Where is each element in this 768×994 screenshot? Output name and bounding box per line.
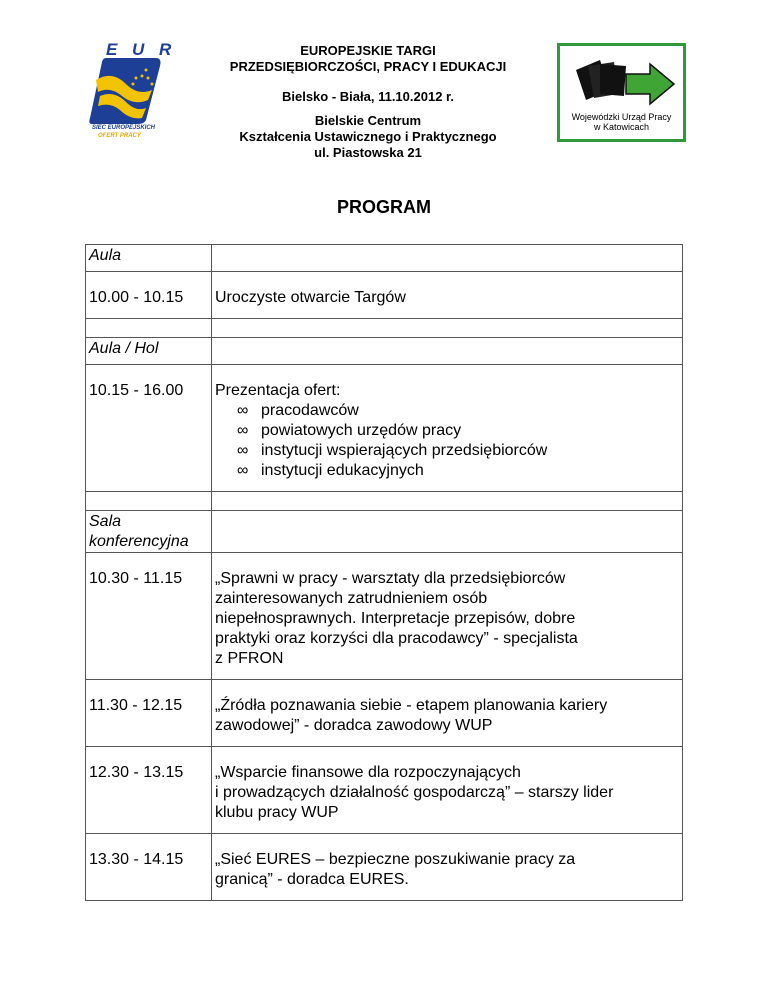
list-item: ∞ pracodawców (237, 402, 359, 419)
section-label: Sala konferencyjna (86, 511, 212, 553)
section-header-row (86, 245, 683, 272)
time-cell: 10.30 - 11.15 (86, 553, 212, 680)
venue-line-1: Bielskie Centrum (314, 113, 422, 128)
table-row (86, 834, 683, 901)
venue-line-3: ul. Piastowska 21 (314, 145, 422, 160)
infinity-bullet-icon: ∞ (237, 422, 249, 439)
section-header-row (86, 338, 683, 365)
event-title-line-1: EUROPEJSKIE TARGI (300, 43, 436, 58)
eures-tagline-2: OFERT PRACY (98, 133, 141, 139)
table-row (86, 272, 683, 319)
event-cell: „Wsparcie finansowe dla rozpoczynających i prowadzących działalność gospodarczą” – starszy lider klubu pracy WUP (212, 747, 683, 834)
event-title: Prezentacja ofert: (215, 382, 341, 399)
time-cell: 10.15 - 16.00 (86, 365, 212, 492)
empty-cell (212, 245, 683, 272)
spacer-row (86, 319, 683, 338)
infinity-bullet-icon: ∞ (237, 462, 249, 479)
infinity-bullet-icon: ∞ (237, 402, 249, 419)
wup-name-line-1: Wojewódzki Urząd Pracy (571, 112, 672, 122)
event-title (190, 43, 546, 75)
event-cell: „Źródła poznawania siebie - etapem planowania kariery zawodowej” - doradca zawodowy WUP (212, 680, 683, 747)
list-item: ∞ powiatowych urzędów pracy (237, 422, 462, 439)
section-header-row (86, 511, 683, 553)
empty-cell (212, 338, 683, 365)
event-date: Bielsko - Biała, 11.10.2012 r. (281, 89, 454, 104)
eures-logo (86, 40, 178, 144)
spacer-row (86, 492, 683, 511)
wup-logo (557, 43, 686, 142)
event-cell: Uroczyste otwarcie Targów (212, 272, 683, 319)
table-row (86, 365, 683, 492)
event-title-line-2: PRZEDSIĘBIORCZOŚCI, PRACY I EDUKACJI (229, 59, 507, 74)
time-cell: 12.30 - 13.15 (86, 747, 212, 834)
program-table (85, 244, 683, 901)
list-item: ∞ instytucji edukacyjnych (237, 462, 424, 479)
empty-cell (212, 511, 683, 553)
wup-arrow-icon (570, 52, 678, 110)
list-item: ∞ instytucji wspierających przedsiębiorców (237, 442, 548, 459)
event-venue (190, 113, 546, 161)
table-row (86, 747, 683, 834)
wup-name (560, 112, 683, 132)
event-cell: „Sprawni w pracy - warsztaty dla przedsiębiorców zainteresowanych zatrudnieniem osób niepełnosprawnych. Interpretacje przepisów, dobre praktyki oraz korzyści dla pracodawcy” - specjalista z PFRON (212, 553, 683, 680)
venue-line-2: Kształcenia Ustawicznego i Praktycznego (239, 129, 497, 144)
event-cell: „Sieć EURES – bezpieczne poszukiwanie pracy za granicą” - doradca EURES. (212, 834, 683, 901)
program-heading: PROGRAM (337, 197, 431, 217)
wup-name-line-2: w Katowicach (593, 122, 650, 132)
section-label: Aula / Hol (86, 338, 212, 365)
table-row (86, 553, 683, 680)
section-label: Aula (86, 245, 212, 272)
event-cell (212, 365, 683, 492)
offer-list (215, 401, 682, 481)
infinity-bullet-icon: ∞ (237, 442, 249, 459)
time-cell: 13.30 - 14.15 (86, 834, 212, 901)
eures-wordmark: E U R E S (106, 40, 177, 79)
time-cell: 10.00 - 10.15 (86, 272, 212, 319)
table-row (86, 680, 683, 747)
time-cell: 11.30 - 12.15 (86, 680, 212, 747)
eures-tagline: SIEĆ EUROPEJSKICH (92, 125, 156, 131)
